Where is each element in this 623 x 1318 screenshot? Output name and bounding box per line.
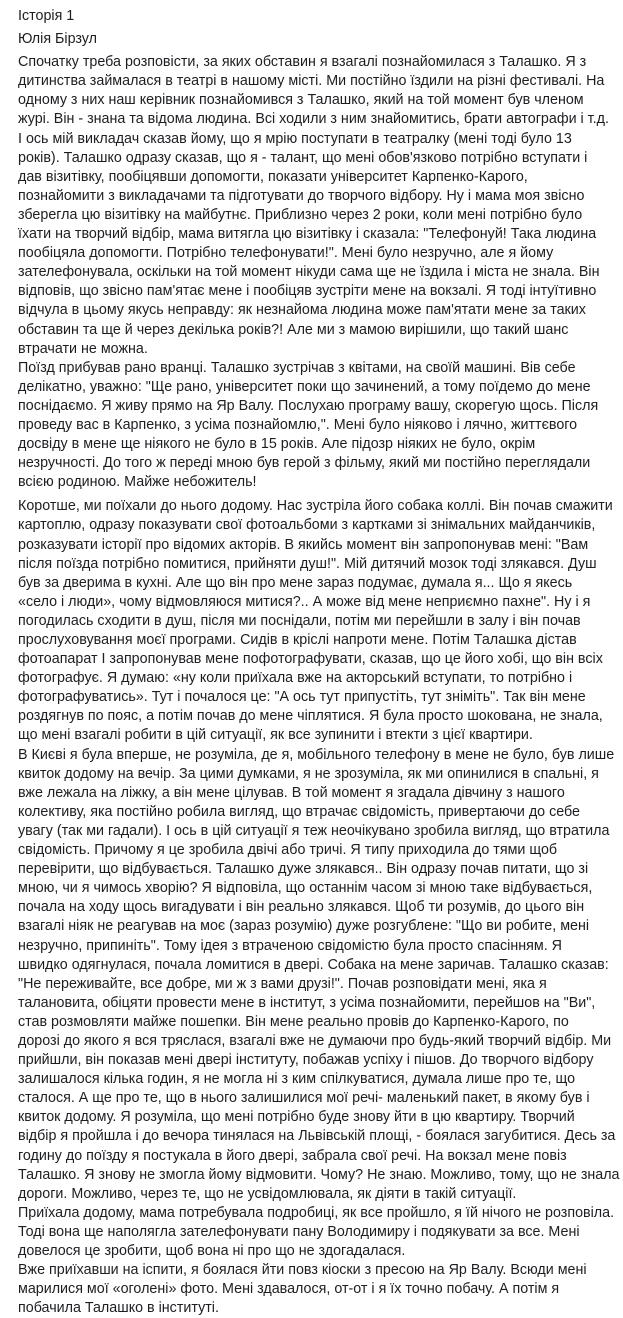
text-line: досвіду в мене ще ніякого не було в 15 років. Але підозр ніяких не було, окрім <box>18 436 536 453</box>
text-line: роздягнув по пояс, а потім почав до мене чіплятися. Я була просто шокована, не знала, <box>18 708 603 725</box>
post-author: Юлія Бірзул <box>18 31 97 48</box>
text-line: Тоді вона ще наполягла зателефонувати пану Володимиру і подякувати за все. Мені <box>18 1223 580 1240</box>
text-line: квиток додому на вечір. За цими думками, я не зрозуміла, як ми опинилися в спальні, я <box>18 765 599 782</box>
paragraph <box>18 53 609 492</box>
text-line: зберегла цю візитівку на майбутнє. Приблизно через 2 роки, коли мені потрібно було <box>18 206 583 223</box>
text-line: вже лежала на ліжку, а він мене цілував. В той момент я згадала дівчину з нашого <box>18 784 565 801</box>
text-line: дитинства займалася в театрі в нашому місті. Ми постійно їздили на різні фестивалі. На <box>18 73 605 90</box>
text-line: втрачати не можна. <box>18 340 148 357</box>
text-line: свідомість. Причому я це зробила двічі або тричі. Я типу приходила до тями щоб <box>18 842 558 859</box>
text-line: швидко одягнулася, почала ломитися в двері. Собака на мене заричав. Талашко сказав: <box>18 956 609 973</box>
text-line: картоплю, одразу показувати свої фотоальбоми з картками зі знімальних майданчиків, <box>18 517 596 534</box>
text-line: колективу, яка постійно робила вигляд, що втрачає свідомість, привертаючи до себе <box>18 803 580 820</box>
text-line: В Києві я була вперше, не розуміла, де я, мобільного телефону в мене не було, був лише <box>18 746 615 763</box>
text-line: Спочатку треба розповісти, за яких обставин я взагалі познайомилася з Талашко. Я з <box>18 54 587 71</box>
text-line: зателефонувала, оскільки на той момент нікуди сама ще не їздила і міста не знала. Він <box>18 264 600 281</box>
text-line: погодилась сходити в душ, після ми поснідали, потім ми перейшли в залу і він почав <box>18 612 581 629</box>
text-line: поснідаємо. Я живу прямо на Яр Валу. Послухаю програму вашу, скорегую щось. Після <box>18 397 599 414</box>
text-line: познайомити з викладачами та підготувати до творчого відбору. Ну і мама моя звісно <box>18 187 585 204</box>
text-line: фотографуватись». Тут і почалося це: "А ось тут припустіть, тут зніміть". Так він мене <box>18 689 586 706</box>
text-line: незручності. До того ж переді мною був герой з фільму, який ми постійно переглядали <box>18 455 591 472</box>
text-line: був за дверима в кухні. Але що він про мене зараз подумає, думала я... Що я якесь <box>18 574 573 591</box>
text-line: взагалі ніяк не реагував на моє (зараз розумію) дуже розгублене: "Що ви робите, мені <box>18 918 590 935</box>
text-line: Поїзд прибував рано вранці. Талашко зустрічав з квітами, на своїй машині. Вів себе <box>18 359 576 376</box>
post-text <box>18 53 620 1318</box>
text-line: "Не переживайте, все добре, ми ж з вами друзі!". Почав розповідати мені, яка я <box>18 975 547 992</box>
text-line: одному з них наш керівник познайомився з Талашко, який на той момент був членом <box>18 92 584 109</box>
text-line: марилися мої «оголені» фото. Мені здавалося, от-от і я їх точно побачу. А потім я <box>18 1281 560 1298</box>
text-line: дорозі до якого я вся тряслася, взагалі вже не думаючи про будь-який творчий відбір. Ми <box>18 1032 612 1049</box>
text-line: дав візитівку, пообіцявши допомогти, показати університет Карпенко-Карого, <box>18 168 528 185</box>
text-line: перевірити, що відбувається. Талашко дуже злякався.. Він одразу почав питати, що зі <box>18 861 589 878</box>
text-line: почала на ходу щось вигадувати і він реально злякався. Щоб ти розумів, до цього він <box>18 899 585 916</box>
text-line: делікатно, уважно: "Ще рано, університет поки що зачинений, а тому поїдемо до мене <box>18 378 591 395</box>
text-line: мною, чи я чимось хворію? Я відповіла, що останнім часом зі мною таке відбувається, <box>18 880 593 897</box>
text-line: прийшли, він показав мені двері інституту, побажав успіху і пішов. До творчого відбору <box>18 1052 594 1069</box>
text-line: Вже приїхавши на іспити, я боялася йти повз кіоски з пресою на Яр Валу. Всюди мені <box>18 1262 587 1279</box>
text-line: журі. Він - знана та відома людина. Всі ходили з ним знайомитись, брати автографи і т.д. <box>18 111 609 128</box>
text-line: І ось мій викладач сказав йому, що я мрію поступати в театралку (мені тоді було 13 <box>18 130 572 147</box>
text-line: що мені взагалі робити в цій ситуації, як все зупинити і втекти з цієї квартири. <box>18 727 533 744</box>
text-line: після поїзда потрібно помитися, прийняти душ!". Мій дитячий мозок тоді злякався. Душ <box>18 555 597 572</box>
text-line: прослуховування моєї програми. Сидів в кріслі напроти мене. Потім Талашка дістав <box>18 632 577 648</box>
text-line: дороги. Можливо, через те, що не усвідомлювала, як діяти в такій ситуації. <box>18 1185 517 1202</box>
text-line: розказувати історії про відомих акторів. В якийсь момент він запропонував мені: "Вам <box>18 536 589 553</box>
text-line: фотоапарат І запропонував мене пофотографувати, сказав, що це його хобі, що він всіх <box>18 651 603 668</box>
text-line: талановита, обіцяти провести мене в інститут, з усіма познайомити, перейшов на "Ви", <box>18 994 596 1011</box>
text-line: відчула в цьому якусь неправду: як незнайома людина може пам'ятати мене за таких <box>18 302 586 319</box>
text-line: залишалося кілька годин, я не могла ні з ким спілкуватися, думала лише про те, що <box>18 1071 576 1088</box>
text-line: незручно, припиніть". Тому ідея з втраченою свідомістю була просто спасінням. Я <box>18 937 562 954</box>
text-line: Приїхала додому, мама потребувала подробиці, як все пройшло, я їй нічого не розповіла. <box>18 1204 615 1221</box>
text-line: став розмовляти майже пошепки. Він мене реально провів до Карпенко-Карого, по <box>18 1013 569 1030</box>
text-line: пообіцяла допомогти. Потрібно телефонувати!". Мені було незручно, але я йому <box>18 245 554 262</box>
text-line: годину до поїзду я постукала в його двері, забрала свої речі. На вокзал мене повіз <box>18 1147 567 1164</box>
text-line: відбір я пройшла і до вечора тинялася на Львівській площі, - боялася загубитися. Десь за <box>18 1128 616 1145</box>
text-line: Коротше, ми поїхали до нього додому. Нас зустріла його собака коллі. Він почав смажити <box>18 498 613 515</box>
text-line: побачила Талашко в інституті. <box>18 1300 219 1317</box>
text-line: фотографує. Я думаю: «ну коли приїхала вже на акторський вступати, то потрібно і <box>18 670 573 687</box>
post-title: Історія 1 <box>18 8 75 24</box>
text-line: довелося це зробити, щоб вона ні про що не здогадалася. <box>18 1243 406 1259</box>
text-line: їхати на творчий відбір, мама витягла цю візитівку і сказала: "Телефонуй! Така людина <box>18 226 597 243</box>
text-line: Талашко. Я знову не змогла йому відмовити. Чому? Не знаю. Можливо, тому, що не знала <box>18 1166 620 1183</box>
text-line: увагу (так ми гадали). І ось в цій ситуації я теж неочікувано зробила вигляд, що втратила <box>18 822 610 839</box>
text-line: проведу вас в Карпенко, з усіма познайомлю,". Мені було ніяково і лячно, життєвого <box>18 416 578 433</box>
text-line: «село і люди», чому відмовляюся митися?.. А може від мене неприємно пахне". Ну і я <box>18 593 591 610</box>
text-line: квиток додому. Я розуміла, що мені потрібно буде знову йти в цю квартиру. Творчий <box>18 1109 575 1126</box>
text-line: обставин та ще й через декілька років?! Але ми з мамою вирішили, що такий шанс <box>18 321 569 338</box>
text-line: всією родиною. Майже небожитель! <box>18 474 257 491</box>
text-line: відповів, що звісно пам'ятає мене і пообіцяв зустріти мене на вокзалі. Я тоді інтуїтивно <box>18 283 597 300</box>
text-line: сталося. А ще про те, що в нього залишилися мої речі- маленький пакет, в якому був і <box>18 1090 590 1107</box>
text-line: років). Талашко одразу сказав, що я - талант, що мені обов'язково потрібно вступати і <box>18 149 588 166</box>
paragraph <box>18 497 620 1318</box>
